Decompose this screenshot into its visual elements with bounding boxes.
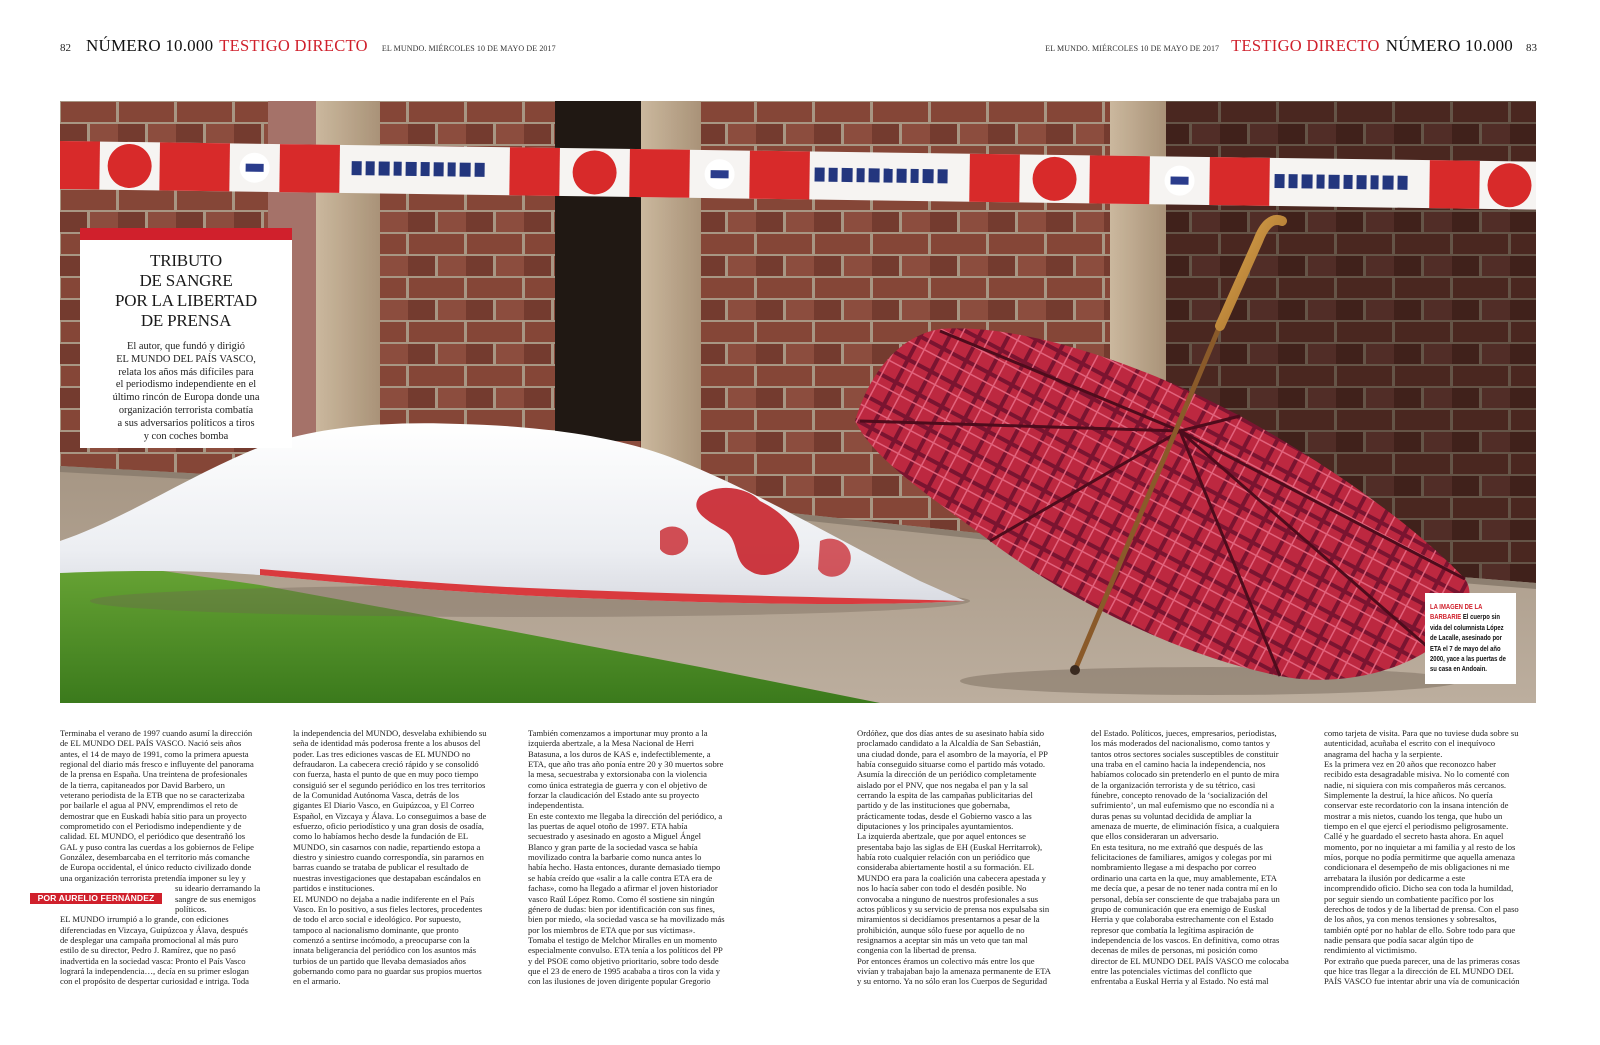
text-line: presentaba bajo las siglas de EH (Euskal Herritarrok), [857, 841, 1043, 852]
text-line: ordinario una carta en la que, muy amablemente, ETA [1091, 872, 1277, 883]
text-line: gobernando como para no guardar sus propios muertos [293, 965, 482, 976]
text-line: género de dudas: bien por identificación con sus fines, [528, 903, 715, 914]
text-line: de Europa occidental, el único reducto civilizado donde [60, 862, 252, 873]
text-line: por bailarle el agua al PNV, emprendimos el reto de [60, 800, 238, 811]
text-line: Blanco y gran parte de la sociedad vasca se había [528, 841, 698, 852]
text-line: vivían y trabajaban bajo la amenaza permanente de ETA [857, 965, 1052, 976]
text-line: amenaza de muerte, de eliminación física, a cualquiera [1091, 821, 1280, 832]
caption-text: El cuerpo sin vida del columnista López de Lacalle, asesinado por ETA el 7 de mayo del año 2000, yace a las puertas de su casa en Andoain. [1430, 612, 1506, 674]
text-line: proclamado candidato a la Alcaldía de San Sebastián, [857, 738, 1041, 749]
text-line: habíamos colocado sin pretenderlo en el punto de mira [1091, 769, 1280, 780]
standfirst-line: El autor, que fundó y dirigió [127, 341, 245, 352]
text-line: míos, porque no podía permitirme que aquella amenaza [1324, 852, 1515, 863]
text-line: MUNDO era para la coalición una cabecera apestada y [857, 872, 1046, 883]
text-line: Ordóñez, que dos días antes de su asesinato había sido [857, 728, 1045, 738]
text-line: MUNDO, sin casarnos con nadie, repartiendo estopa a [293, 841, 481, 852]
article-column [60, 728, 272, 987]
text-line: nombramiento llegase a mi despacho por correo [1091, 862, 1257, 873]
text-line: de la organización terrorista y de su tétrico, casi [1091, 779, 1256, 790]
text-line: antes, el 14 de mayo de 1991, como la primera apuesta [60, 748, 249, 759]
caption-label: LA IMAGEN DE LA BARBARIE [1430, 602, 1483, 622]
text-line: nuestras investigaciones que destapaban escándalos en [293, 872, 481, 883]
text-line: condicionara el desempeño de mis obligaciones ni me [1324, 862, 1510, 873]
text-line: que el 23 de enero de 1995 acababa a tiros con la vida y [528, 965, 721, 976]
text-line: resignarnos a aceptar sin más un veto que tan mal [857, 934, 1028, 945]
text-line: Herria y que colaboraba estrechamente con el Estado [1091, 914, 1274, 925]
text-line: decenas de miles de personas, mi posición como [1091, 945, 1258, 956]
header-right [1045, 36, 1537, 60]
text-line: los más moderados del nacionalismo, como tantos y [1091, 738, 1271, 749]
text-line: secuestrado y asesinado en agosto a Miguel Ángel [528, 831, 702, 842]
text-line: sangre de sus enemigos [175, 893, 256, 904]
text-line: tantos otros sectores sociales susceptibles de constituir [1091, 748, 1279, 759]
text-line: Asumía la dirección de un periódico completamente [857, 769, 1037, 780]
headline-box [80, 228, 292, 448]
text-line: consideraba abiertamente hostil a su formación. EL [857, 862, 1034, 873]
text-line: había conseguido situarse como el partido más votado. [857, 759, 1046, 770]
text-line: director de EL MUNDO DEL PAÍS VASCO me colocaba [1091, 955, 1289, 966]
text-line: la mesa, secuestraba y extorsionaba con la violencia [528, 769, 707, 780]
text-line: GAL y puso contra las cuerdas a los gobiernos de Felipe [60, 841, 254, 852]
text-line: regional del diario más fresco e influyente del panorama [60, 759, 254, 770]
issue-number-left: NÚMERO 10.000 [86, 36, 214, 55]
text-line: felicitaciones de familiares, amigos y colegas por mi [1091, 852, 1272, 863]
standfirst-line: a sus adversarios políticos a tiros [117, 417, 255, 429]
text-line: sufrimiento’, un mal eufemismo que no escondía ni a [1091, 800, 1275, 811]
text-line: también opté por no hablar de ello. Sobre todo para que [1324, 924, 1516, 935]
text-line: PAÍS VASCO fue intentar abrir una vía de comunicación [1324, 976, 1520, 987]
text-line: EL MUNDO irrumpió a lo grande, con ediciones [60, 914, 229, 925]
byline: POR AURELIO FERNÁNDEZ [30, 893, 162, 904]
text-line: nadie, ni siquiera con mis compañeros más cercanos. [1324, 779, 1507, 790]
text-line: y del PSOE como objetivo prioritario, sobre todo desde [528, 955, 719, 966]
text-line: que hice tras llegar a la dirección de EL MUNDO DEL [1324, 965, 1514, 976]
text-line: duras penas su voluntad decidida de ampliar la [1091, 810, 1252, 821]
headline-line: DE SANGRE [139, 271, 233, 290]
article-column [293, 728, 505, 987]
text-line: su ideario derramando la [175, 883, 261, 894]
text-line: de la tierra, capitaneados por David Barbero, un [60, 779, 225, 790]
text-line: nos lo hacía saber con todo el desdén posible. No [857, 883, 1027, 894]
text-line: me decía que, a pesar de no tener nada contra mí en lo [1091, 883, 1278, 894]
text-line: actos públicos y su servicio de prensa nos expulsaba sin [857, 903, 1050, 914]
text-line: Español, en Vizcaya y Álava. Lo conseguimos a base de [293, 810, 487, 821]
text-line: con el propósito de despertar curiosidad e intriga. Toda [60, 976, 249, 987]
text-line: una ciudad donde, para el asombro de la mayoría, el PP [857, 748, 1048, 759]
text-line: grupo de comunicación que era enemigo de Euskal [1091, 903, 1267, 914]
header-left [60, 36, 556, 60]
text-line: izquierda abertzale, a la Mesa Nacional de Herri [528, 738, 695, 749]
text-line: cerrando la espita de las campañas publicitarias del [857, 790, 1033, 801]
section-title-left: TESTIGO DIRECTO [219, 36, 368, 55]
text-line: por los miembros de ETA que por sus víctimas». [528, 924, 696, 935]
text-line: momento, por no inquietar a mi familia y al resto de los [1324, 841, 1516, 852]
text-line: gigantes El Diario Vasco, en Guipúzcoa, y El Correo [293, 800, 475, 811]
text-line: fachas», como ha llegado a afirmar el joven historiador [528, 883, 718, 894]
text-line: Tomaba el testigo de Melchor Miralles en un momento [528, 934, 717, 945]
text-line: Simplemente la destruí, la hice añicos. No quería [1324, 790, 1493, 801]
text-line: con las ilusiones de joven dirigente popular Gregorio [528, 976, 711, 987]
text-line: políticos. [175, 903, 207, 914]
text-line: vasco Raúl López Romo. Como él sostiene sin ningún [528, 893, 715, 904]
text-line: seña de identidad más poderosa frente a los abusos del [293, 738, 481, 749]
text-line: En este contexto me llegaba la dirección del periódico, a [528, 810, 723, 821]
text-line: tampoco al nacionalismo dominante, que pronto [293, 924, 459, 935]
text-line: ETA, que año tras año ponía entre 20 y 30 muertos sobre [528, 759, 724, 770]
text-line: congenia con la libertad de prensa. [857, 945, 977, 956]
issue-number-right: NÚMERO 10.000 [1385, 36, 1513, 55]
text-line: una organización terrorista pretendía imponer su ley y [60, 872, 246, 883]
headline-accent-bar [80, 228, 292, 240]
text-line: bien por miedo, «la sociedad vasca se ha movilizado más [528, 914, 725, 925]
page-number-right: 83 [1526, 42, 1537, 54]
dateline-left: EL MUNDO. MIÉRCOLES 10 DE MAYO DE 2017 [381, 44, 556, 53]
text-line: Por extraño que pueda parecer, una de las primeras cosas [1324, 955, 1520, 966]
text-line: con fuerza, hasta el punto de que en muy poco tiempo [293, 769, 479, 780]
text-line: demostrar que en Euskadi había sitio para un proyecto [60, 810, 247, 821]
text-line: partido y de las instituciones que gobernaba, [857, 800, 1010, 811]
dateline-right: EL MUNDO. MIÉRCOLES 10 DE MAYO DE 2017 [1045, 44, 1220, 53]
text-line: convocaba a ninguno de nuestros profesionales a sus [857, 893, 1039, 904]
text-line: Por entonces éramos un colectivo más entre los que [857, 955, 1035, 966]
text-line: como lo habíamos hecho desde la fundación de EL [293, 831, 469, 842]
text-line: de EL MUNDO DEL PAÍS VASCO. Nació seis años [60, 738, 242, 749]
text-line: prácticamente todas, desde el Gobierno vasco a las [857, 810, 1032, 821]
text-line: Es la primera vez en 20 años que reconozco haber [1324, 759, 1497, 770]
text-line: incomprendido oficio. Dicho sea con toda la humildad, [1324, 883, 1514, 894]
text-line: defraudaron. La cabecera creció rápido y se consolidó [293, 759, 479, 770]
text-line: calidad. EL MUNDO, el periódico que desentrañó los [60, 831, 246, 842]
text-line: se había creído que «salir a la calle contra ETA era de [528, 872, 713, 883]
text-line: la independencia del MUNDO, desvelaba exhibiendo su [293, 728, 487, 738]
text-line: Batasuna, a los duros de KAS e, indefectiblemente, a [528, 748, 711, 759]
headline-line: POR LA LIBERTAD [115, 291, 257, 310]
text-line: especialmente convulso. ETA tenía a los políticos del PP [528, 945, 723, 956]
text-line: de la prensa en España. Una treintena de profesionales [60, 769, 248, 780]
text-line: inadvertida en la sociedad vasca: Pronto el País Vasco [60, 955, 246, 966]
text-line: prohibición, aunque sólo fuese por aquello de no [857, 924, 1025, 935]
article-column [857, 728, 1069, 987]
umbrella-shadow [960, 667, 1460, 695]
text-line: mostrar a mis nietos, cuando los tenga, que hubo un [1324, 810, 1503, 821]
text-line: EL MUNDO no dejaba a nadie indiferente en el País [293, 893, 475, 904]
text-line: esfuerzo, oficio periodístico y una gran dosis de osadía, [293, 821, 484, 832]
text-line: tiempo en el que ejercí el periodismo peligrosamente. [1324, 821, 1509, 832]
text-line: de la Comunidad Autónoma Vasca, detrás de los [293, 790, 459, 801]
text-line: represor que combatía la legítima aspiración de [1091, 924, 1254, 935]
article-column [528, 728, 740, 987]
text-line: una traba en el camino hacia la independencia, nos [1091, 759, 1266, 770]
text-line: partidos e instituciones. [293, 883, 375, 894]
article-column [1324, 728, 1536, 987]
text-line: conservar este recordatorio con la insana intención de [1324, 800, 1509, 811]
text-line: poder. Las tres ediciones vascas de EL MUNDO no [293, 748, 471, 759]
article-column [1091, 728, 1303, 987]
text-line: que ellos consideraran un adversario. [1091, 831, 1219, 842]
text-line: barras cuando se trataba de publicar el resultado de [293, 862, 469, 873]
text-line: logrará la independencia…, decía en su primer eslogan [60, 965, 249, 976]
text-line: por seguir siendo un combatiente pacífico por los [1324, 893, 1494, 904]
text-line: de todo el arco social e ideológico. Por supuesto, [293, 914, 462, 925]
text-line: También comenzamos a importunar muy pronto a la [528, 728, 708, 738]
standfirst-line: el periodismo independiente en el [115, 379, 257, 391]
photo-caption [1425, 593, 1516, 684]
text-line: Terminaba el verano de 1997 cuando asumí la dirección [60, 728, 253, 738]
text-line: recibido esta desagradable misiva. No lo comenté con [1324, 769, 1510, 780]
text-line: personal, debía ser consciente de que trabajaba para un [1091, 893, 1280, 904]
text-line: movilizado contra la barbarie como nunca antes lo [528, 852, 702, 863]
standfirst [86, 341, 286, 443]
text-line: aislado por el PNV, que nos negaba el pan y la sal [857, 779, 1029, 790]
text-line: innata beligerancia del periódico con los asuntos más [293, 945, 477, 956]
headline [80, 251, 292, 331]
page-number-left: 82 [60, 42, 71, 54]
text-line: fúnebre, concepto renovado de la ‘socialización del [1091, 790, 1268, 801]
text-line: En esta tesitura, no me extrañó que después de las [1091, 841, 1263, 852]
text-line: Vasco. En lo positivo, a sus fieles lectores, procedentes [293, 903, 483, 914]
text-line: como tarjeta de visita. Para que no tuviese duda sobre su [1324, 728, 1519, 738]
text-line: del Estado. Políticos, jueces, empresarios, periodistas, [1091, 728, 1277, 738]
text-line: independencia de los vascos. En definitiva, como otras [1091, 934, 1280, 945]
text-line: en el armario. [293, 976, 341, 987]
text-line: las puertas de aquel otoño de 1997. ETA había [528, 821, 688, 832]
text-line: La izquierda abertzale, que por aquel entonces se [857, 831, 1026, 842]
text-line: arrebatara la ilusión por dedicarme a este [1324, 872, 1466, 883]
text-line: rendimiento al victimismo. [1324, 945, 1417, 956]
text-line: consiguió ser el segundo periódico en los tres territorios [293, 779, 486, 790]
text-line: nadie pensara que podía sacar algún tipo de [1324, 934, 1474, 945]
standfirst-line: organización terrorista combatía [118, 404, 254, 416]
text-line: de los años, ya con menos tensiones y sobresaltos, [1324, 914, 1497, 925]
text-line: autenticidad, acuñaba el escrito con el inequívoco [1324, 738, 1496, 749]
standfirst-line: relata los años más difíciles para [118, 366, 254, 378]
text-line: González, desembarcaba en el territorio más comanche [60, 852, 250, 863]
text-line: miramientos si decidíamos presentarnos a pesar de la [857, 914, 1040, 925]
text-line: comenzó a sentirse incómodo, a preocuparse con la [293, 934, 470, 945]
text-line: estilo de su director, Pedro J. Ramírez, que no pasó [60, 945, 236, 956]
standfirst-line: y con coches bomba [143, 430, 229, 442]
text-line: había hecho. Hasta entonces, durante demasiado tiempo [528, 862, 721, 873]
standfirst-line: último rincón de Europa donde una [112, 392, 260, 404]
headline-line: DE PRENSA [140, 311, 232, 330]
text-line: comprometido con el Periodismo independiente y de [60, 821, 242, 832]
umbrella-tip [1070, 665, 1080, 675]
section-title-right: TESTIGO DIRECTO [1231, 36, 1380, 55]
text-line: diputaciones y los principales ayuntamientos. [857, 821, 1014, 832]
text-line: de desplegar una campaña promocional al más puro [60, 934, 239, 945]
headline-line: TRIBUTO [150, 251, 222, 270]
text-line: y su entorno. Ya no sólo eran los Cuerpos de Seguridad [857, 976, 1047, 987]
text-line: enfrentaba a Euskal Herria y al Estado. No está mal [1091, 976, 1269, 987]
text-line: como única estrategia de guerra y con el objetivo de [528, 779, 708, 790]
text-line: turbios de un partido que llevaba demasiados años [293, 955, 467, 966]
text-line: diestro y siniestro cuando correspondía, sin pararnos en [293, 852, 484, 863]
text-line: derechos de todos y de la libertad de prensa. Con el paso [1324, 903, 1519, 914]
text-line: entre las potenciales víctimas del conflicto que [1091, 965, 1252, 976]
text-line: veterano periodista de la ETB que no se caracterizaba [60, 790, 245, 801]
text-line: había roto cualquier relación con un periódico que [857, 852, 1030, 863]
text-line: anagrama del hacha y la serpiente. [1324, 748, 1443, 759]
text-line: independentista. [528, 800, 585, 811]
text-line: Callé y he guardado el secreto hasta ahora. En aquel [1324, 831, 1504, 842]
standfirst-line: EL MUNDO DEL PAÍS VASCO, [116, 353, 256, 365]
text-line: diferenciadas en Vizcaya, Guipúzcoa y Álava, después [60, 924, 248, 935]
text-line: forzar la claudicación del Estado ante su proyecto [528, 790, 700, 801]
